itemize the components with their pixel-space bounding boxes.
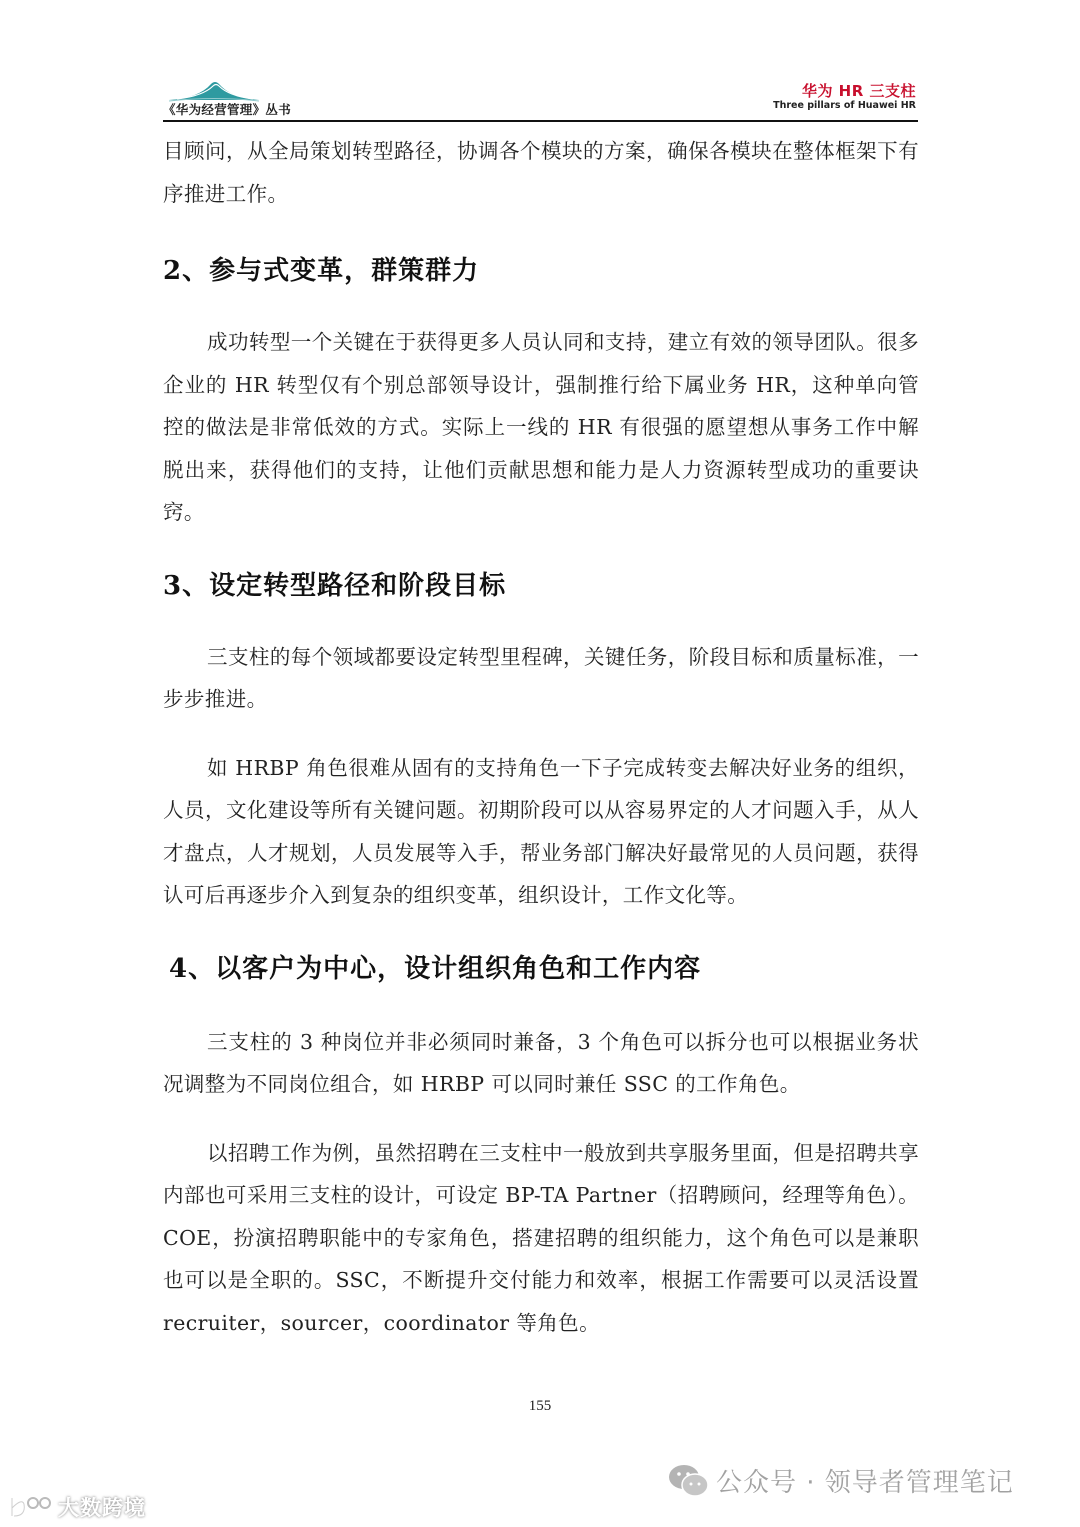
kdd-logo-icon xyxy=(8,1494,54,1520)
body-paragraph: 以招聘工作为例，虽然招聘在三支柱中一般放到共享服务里面，但是招聘共享内部也可采用三支柱的设计，可设定 BP-TA Partner（招聘顾问，经理等角色）。COE，扮演招聘职能中的专家角色，搭建招聘的组织能力，这个角色可以是兼职也可以是全职的。SSC，不断提升交付能力和效率，根据工作需要可以灵活设置 recruiter，sourcer，coordinator 等角色。 xyxy=(163,1140,919,1335)
continuation-paragraph: 目顾问，从全局策划转型路径，协调各个模块的方案，确保各模块在整体框架下有序推进工作。 xyxy=(163,139,919,206)
series-title: 《华为经营管理》丛书 xyxy=(163,102,292,117)
page-number: 155 xyxy=(528,1398,552,1414)
wechat-watermark-text: 公众号 · 领导者管理笔记 xyxy=(716,1468,1014,1498)
section-heading: 2、参与式变革，群策群力 xyxy=(163,256,480,286)
page-header xyxy=(163,70,918,122)
section-heading: 3、设定转型路径和阶段目标 xyxy=(163,570,507,601)
kdd-watermark-text: 大数跨境 xyxy=(58,1496,146,1520)
body-paragraph: 成功转型一个关键在于获得更多人员认同和支持，建立有效的领导团队。很多企业的 HR 转型仅有个别总部领导设计，强制推行给下属业务 HR，这种单向管控的做法是非常低效的方式。实际上一线的 HR 有很强的愿望想从事务工作中解脱出来，获得他们的支持，让他们贡献思想和能力是人力资源转型成功的重要诀窍。 xyxy=(163,330,919,524)
mountain-logo-icon xyxy=(169,78,259,102)
wechat-watermark xyxy=(668,1462,1014,1499)
body-paragraph: 三支柱的 3 种岗位并非必须同时兼备，3 个角色可以拆分也可以根据业务状况调整为不同岗位组合，如 HRBP 可以同时兼任 SSC 的工作角色。 xyxy=(163,1029,919,1096)
book-title-block xyxy=(773,82,916,112)
book-title: 华为 HR 三支柱 xyxy=(801,82,916,100)
body-paragraph: 三支柱的每个领域都要设定转型里程碑，关键任务，阶段目标和质量标准，一步步推进。 xyxy=(163,644,919,711)
page-body xyxy=(163,130,919,1344)
body-paragraph: 如 HRBP 角色很难从固有的支持角色一下子完成转变去解决好业务的组织，人员，文化建设等所有关键问题。初期阶段可以从容易界定的人才问题入手，从人才盘点，人才规划，人员发展等入手，帮业务部门解决好最常见的人员问题，获得认可后再逐步介入到复杂的组织变革，组织设计，工作文化等。 xyxy=(163,755,919,907)
section-heading: 4、以客户为中心，设计组织角色和工作内容 xyxy=(169,953,702,984)
kdd-watermark xyxy=(8,1492,146,1522)
wechat-icon xyxy=(668,1463,710,1499)
header-divider xyxy=(163,120,918,122)
book-subtitle: Three pillars of Huawei HR xyxy=(773,100,916,111)
